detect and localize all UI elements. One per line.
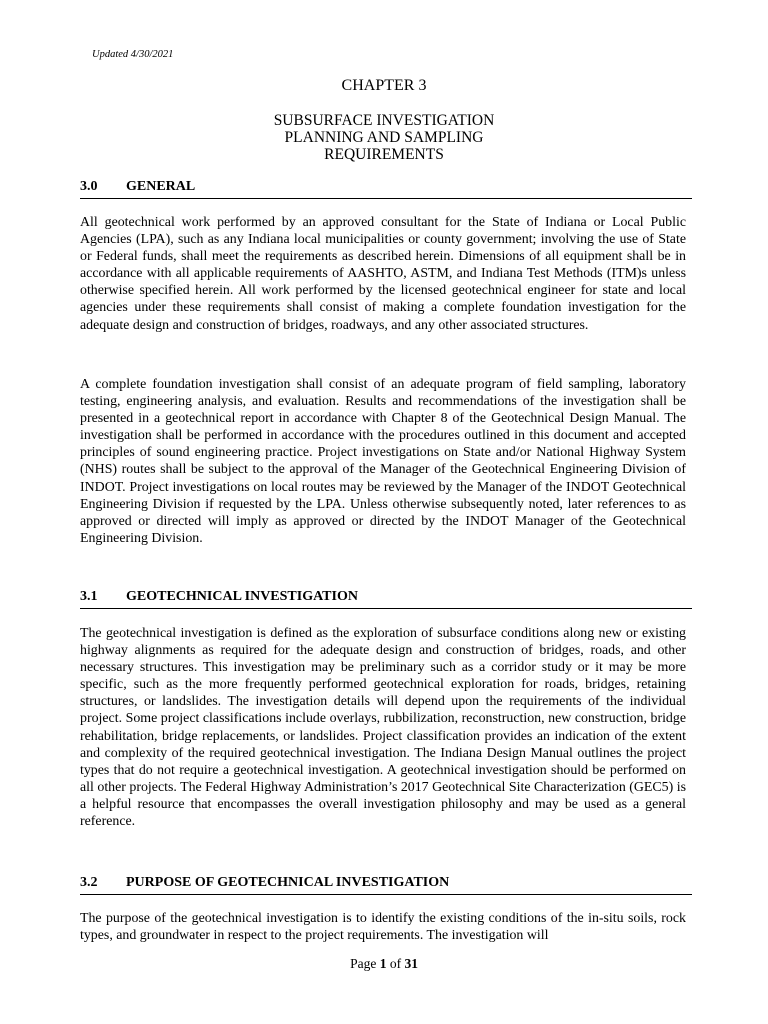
section-title: GENERAL <box>126 179 196 194</box>
section-number: 3.0 <box>80 179 98 194</box>
section-heading-3-2 <box>80 874 692 895</box>
section-title: GEOTECHNICAL INVESTIGATION <box>126 589 358 604</box>
section-heading-3-1 <box>80 588 692 609</box>
paragraph: All geotechnical work performed by an approved consultant for the State of Indiana or Local Public Agencies (LPA), such as any Indiana local municipalities or county government; involving the use of State or Federal funds, shall meet the requirements as described herein. Dimensions of all equipment shall be in accordance with all applicable requirements of AASHTO, ASTM, and Indiana Test Methods (ITM)s unless otherwise specified herein. All work performed by the licensed geotechnical engineer for state and local agencies under these requirements shall consist of making a complete foundation investigation for the adequate design and construction of bridges, roadways, and any other associated structures. <box>80 215 686 333</box>
paragraph: The geotechnical investigation is defined as the exploration of subsurface conditions along new or existing highway alignments as required for the adequate design and construction of bridges, roads, and other necessary structures. This investigation may be preliminary such as a corridor study or it may be more specific, such as the more frequently performed geotechnical exploration for roads, bridges, retaining structures, or landslides. The investigation details will depend upon the requirements of the individual project. Some project classifications include overlays, rubbilization, reconstruction, new construction, bridge rehabilitation, bridge replacements, or landslides. Project classification provides an indication of the extent and complexity of the required geotechnical investigation. The Indiana Design Manual outlines the project types that do not require a geotechnical investigation. A geotechnical investigation should be performed on all other projects. The Federal Highway Administration’s 2017 Geotechnical Site Characterization (GEC5) is a helpful resource that encompasses the overall investigation philosophy and may be used as a general reference. <box>80 626 686 830</box>
chapter-title-line: SUBSURFACE INVESTIGATION <box>273 112 495 129</box>
chapter-title <box>0 112 768 163</box>
chapter-title-line: REQUIREMENTS <box>324 146 444 163</box>
section-number: 3.1 <box>80 589 98 604</box>
chapter-heading: CHAPTER 3 <box>341 77 427 94</box>
chapter-title-line: PLANNING AND SAMPLING <box>284 129 484 146</box>
section-number: 3.2 <box>80 875 98 890</box>
page-total: 31 <box>404 956 418 971</box>
section-title: PURPOSE OF GEOTECHNICAL INVESTIGATION <box>126 875 450 890</box>
updated-date: Updated 4/30/2021 <box>92 49 174 60</box>
section-heading-3-0 <box>80 178 692 199</box>
page-number: 1 <box>379 956 387 971</box>
paragraph: The purpose of the geotechnical investigation is to identify the existing conditions of the in-situ soils, rock types, and groundwater in respect to the project requirements. The investigation will <box>80 911 686 944</box>
paragraph: A complete foundation investigation shall consist of an adequate program of field sampling, laboratory testing, engineering analysis, and evaluation. Results and recommendations of the investigation shall be presented in a geotechnical report in accordance with Chapter 8 of the Geotechnical Design Manual. The investigation shall be performed in accordance with the procedures outlined in this document and accepted principles of sound engineering practice. Project investigations on State and/or National Highway System (NHS) routes shall be subject to the approval of the Manager of the Geotechnical Engineering Division of INDOT. Project investigations on local routes may be reviewed by the Manager of the INDOT Geotechnical Engineering Division if requested by the LPA. Unless otherwise subsequently noted, later references to as approved or directed will imply as approved or directed by the INDOT Manager of the Geotechnical Engineering Division. <box>80 377 686 546</box>
of-label: of <box>389 956 402 971</box>
page-footer <box>0 956 768 972</box>
page-label: Page <box>350 956 377 971</box>
